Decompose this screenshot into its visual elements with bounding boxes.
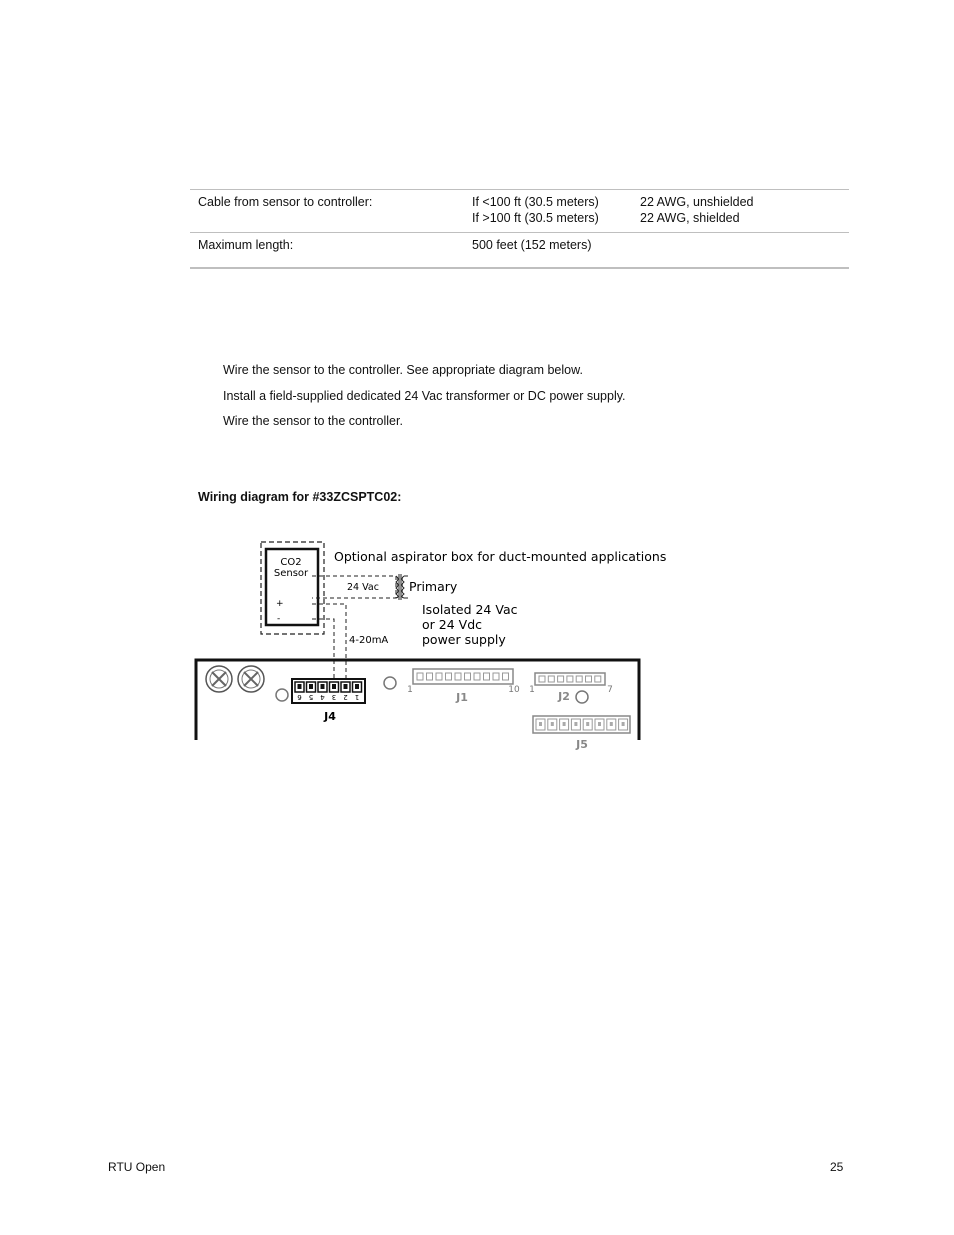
j4-label: J4 xyxy=(324,710,336,723)
diagram-heading: Wiring diagram for #33ZCSPTC02: xyxy=(198,490,402,504)
j4-pin-number: 5 xyxy=(308,693,314,701)
minus-label: - xyxy=(277,614,281,624)
value-shielded: 22 AWG, shielded xyxy=(640,211,740,225)
screw-icon xyxy=(206,666,232,692)
j1-label: J1 xyxy=(456,691,468,704)
j4-pin-number: 1 xyxy=(354,693,360,701)
mounting-hole xyxy=(576,691,588,703)
footer-page-number: 25 xyxy=(830,1160,844,1174)
table-cell-label: Maximum length: xyxy=(198,238,294,252)
sensor-label-co2: CO2 xyxy=(280,557,302,568)
supply-line-3: power supply xyxy=(422,632,506,647)
condition-long: If >100 ft (30.5 meters) xyxy=(472,211,599,225)
j4-pin-number: 6 xyxy=(297,693,302,701)
j1-end-label: 10 xyxy=(508,685,520,695)
step-2: Install a field-supplied dedicated 24 Vac transformer or DC power supply. xyxy=(223,389,626,403)
j1-start-label: 1 xyxy=(407,685,413,695)
j4-pin-screw xyxy=(298,684,302,689)
j5-label: J5 xyxy=(576,738,588,751)
supply-line-2: or 24 Vdc xyxy=(422,617,482,632)
sensor-label-sensor: Sensor xyxy=(273,568,309,579)
j5-pin-contact xyxy=(610,722,613,726)
screw-icon xyxy=(238,666,264,692)
j4-pin-number: 4 xyxy=(320,693,325,701)
condition-short: If <100 ft (30.5 meters) xyxy=(472,195,599,209)
signal-label: 4-20mA xyxy=(349,635,389,646)
j4-pin-screw xyxy=(344,684,348,689)
j4-pin-screw xyxy=(309,684,313,689)
j5-pin-contact xyxy=(563,722,566,726)
j5-pin-contact xyxy=(551,722,554,726)
j5-pin-contact xyxy=(598,722,601,726)
j2-end-label: 7 xyxy=(607,685,613,695)
step-1: Wire the sensor to the controller. See appropriate diagram below. xyxy=(223,363,583,377)
j4-pin-number: 2 xyxy=(343,693,348,701)
j5-pin-contact xyxy=(539,722,542,726)
j5-pin-contact xyxy=(622,722,625,726)
table-cell-label: Cable from sensor to controller: xyxy=(198,195,373,209)
j1-connector xyxy=(413,669,513,684)
signal-wire-minus xyxy=(312,619,334,680)
supply-line-1: Isolated 24 Vac xyxy=(422,602,518,617)
mounting-hole xyxy=(384,677,396,689)
footer-doc-title: RTU Open xyxy=(108,1160,166,1174)
j4-pin-screw xyxy=(355,684,359,689)
mounting-hole xyxy=(276,689,288,701)
j2-start-label: 1 xyxy=(529,685,535,695)
table-cell-conditions: 500 feet (152 meters) xyxy=(472,238,592,252)
j5-pin-contact xyxy=(586,722,589,726)
step-3: Wire the sensor to the controller. xyxy=(223,414,403,428)
j4-pin-screw xyxy=(321,684,325,689)
aspirator-label: Optional aspirator box for duct-mounted applications xyxy=(334,549,667,564)
j5-pin-contact xyxy=(574,722,577,726)
plus-label: + xyxy=(276,599,284,609)
j4-pin-number: 3 xyxy=(331,693,337,701)
value-unshielded: 22 AWG, unshielded xyxy=(640,195,754,209)
transformer-icon xyxy=(396,574,408,600)
primary-label: Primary xyxy=(409,579,458,594)
j2-label: J2 xyxy=(558,690,570,703)
vac-label: 24 Vac xyxy=(347,582,379,593)
j4-pin-screw xyxy=(332,684,336,689)
